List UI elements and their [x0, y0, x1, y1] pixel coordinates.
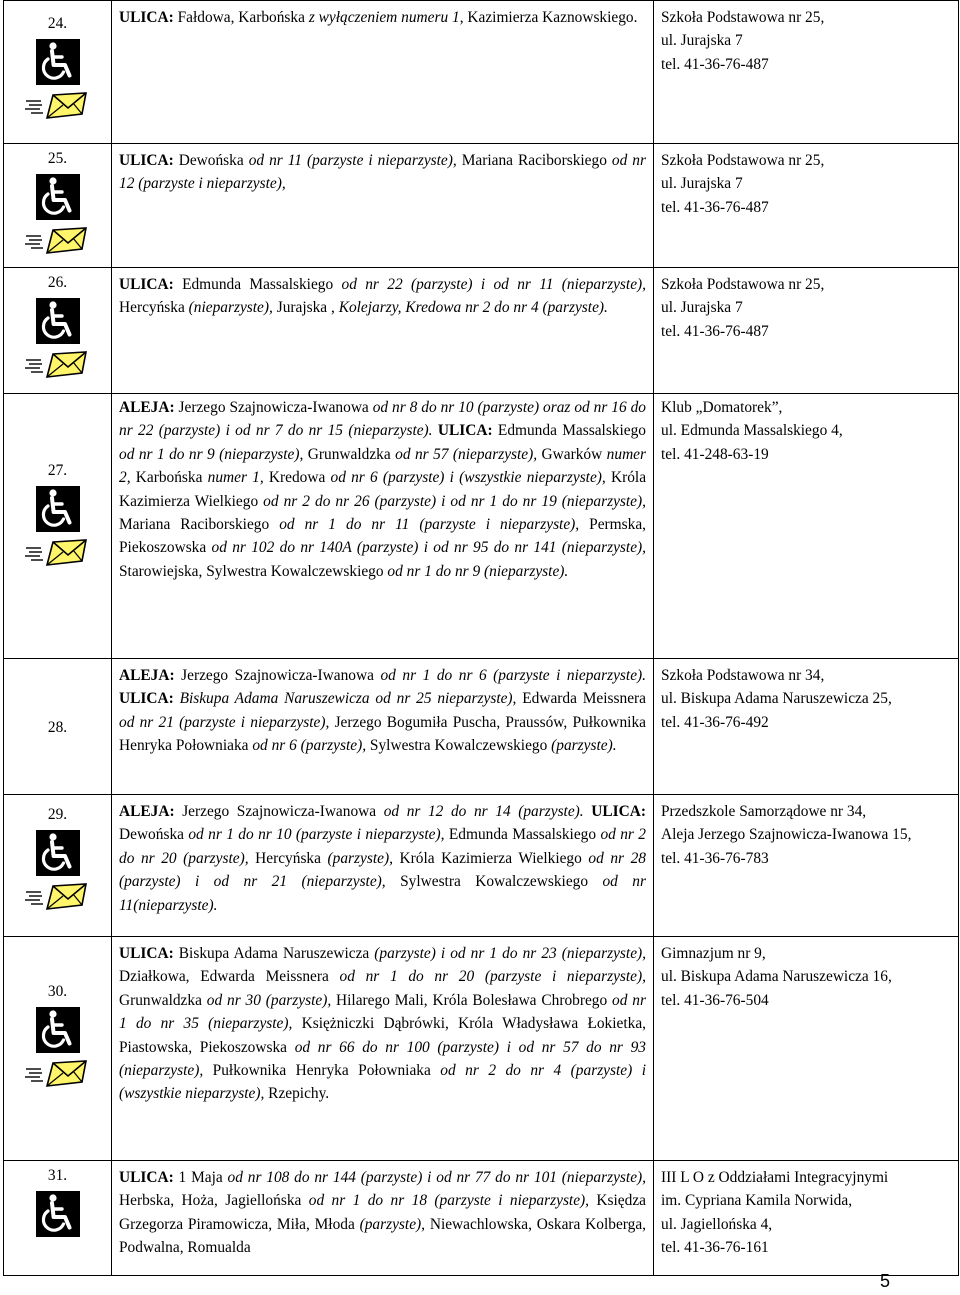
row-number: 27.: [47, 462, 68, 479]
range-note: od nr 2 do nr 26 (parzyste) i od nr 1 do nr 19 (nieparzyste),: [263, 492, 646, 510]
school-line: Gimnazjum nr 9,: [661, 945, 766, 962]
range-note: od nr 102 do nr 140A (parzyste) i od nr 95 do nr 141 (nieparzyste),: [211, 539, 646, 557]
school-line: tel. 41-36-76-161: [661, 1239, 769, 1257]
row-number: 25.: [47, 150, 68, 167]
school-line: tel. 41-36-76-487: [661, 198, 769, 216]
street-list-cell: [112, 795, 654, 937]
street-name: Edmunda Massalskiego: [444, 826, 601, 844]
range-note: od nr 1 do nr 20 (parzyste i nieparzyste),: [339, 968, 646, 986]
range-note: od nr 2 do nr 20 (parzyste),: [119, 826, 647, 867]
street-name: Mariana Raciborskiego: [456, 152, 612, 169]
street-type-label: ALEJA:: [119, 399, 175, 416]
school-cell: [654, 394, 959, 659]
street-name: Herbska, Hoża, Jagiellońska: [119, 1192, 309, 1210]
school-line: tel. 41-36-76-487: [661, 322, 769, 340]
mail-icon: [25, 882, 89, 912]
street-name: , Kazimierza Kaznowskiego.: [459, 9, 638, 26]
street-name: Działkowa, Edwarda Meissnera: [119, 968, 340, 986]
street-name: Sylwestra Kowalczewskiego: [366, 737, 552, 755]
street-type-label: ULICA:: [119, 276, 174, 293]
school-line: Szkoła Podstawowa nr 25,: [661, 9, 825, 26]
street-type-label: ULICA:: [119, 690, 174, 708]
street-list-cell: [112, 659, 654, 795]
school-line: im. Cypriana Kamila Norwida,: [661, 1192, 853, 1210]
mail-icon: [25, 226, 89, 256]
street-name: Starowiejska, Sylwestra Kowalczewskiego: [119, 562, 388, 580]
street-name: Edwarda Meissnera: [516, 690, 646, 708]
range-note: od nr 12 (parzyste i nieparzyste),: [119, 152, 646, 193]
row-number-cell: [4, 659, 112, 795]
street-type-label: ULICA:: [119, 945, 174, 962]
range-note: (nieparzyste),: [188, 299, 273, 317]
school-cell: [654, 268, 959, 394]
wheelchair-icon: [36, 486, 80, 532]
range-note: od nr 1 do nr 9 (nieparzyste),: [119, 445, 304, 463]
range-note: od nr 1 do nr 6 (parzyste i nieparzyste).: [380, 667, 646, 684]
street-name: Księżniczki Dąbrówki, Króla Władysława Łokietka, Piastowska, Piekoszowska: [119, 1015, 646, 1056]
row-number-cell: [4, 937, 112, 1161]
row-number-cell: [4, 1, 112, 144]
street-name: 1 Maja: [173, 1169, 228, 1186]
street-name: Mariana Raciborskiego: [119, 516, 280, 534]
range-note: z wyłączeniem numeru 1: [308, 9, 460, 26]
street-name: Jerzego Bogumiła Puscha, Praussów, Pułkownika Henryka Połowniaka: [119, 713, 646, 755]
range-note: od nr 6 (parzyste) i (wszystkie nieparzyste),: [330, 469, 606, 487]
school-line: III L O z Oddziałami Integracyjnymi: [661, 1169, 889, 1186]
street-name: Niewachlowska, Oskara Kolberga, Podwalna, Romualda: [119, 1215, 647, 1257]
table-row: [4, 1, 959, 144]
table-row: [4, 937, 959, 1161]
range-note: Kolejarzy, Kredowa nr 2 do nr 4 (parzyste).: [338, 299, 608, 317]
school-line: ul. Biskupa Adama Naruszewicza 16,: [661, 968, 892, 986]
range-note: od nr 1 do nr 10 (parzyste i nieparzyste),: [188, 826, 445, 844]
street-name: Króla Kazimierza Wielkiego: [392, 849, 589, 867]
range-note: od nr 11(nieparzyste).: [119, 873, 646, 914]
street-name: Grunwaldzka: [119, 991, 207, 1009]
range-note: od nr 28 (parzyste) i od nr 21 (nieparzyste),: [119, 849, 646, 891]
mail-icon: [25, 91, 89, 121]
street-list-cell: [112, 268, 654, 394]
street-name: Pułkownika Henryka Połowniaka: [203, 1062, 441, 1080]
range-note: od nr 21 (parzyste i nieparzyste),: [119, 713, 330, 731]
street-list-cell: [112, 937, 654, 1161]
street-name: Jurajska ,: [272, 299, 339, 317]
school-line: Szkoła Podstawowa nr 25,: [661, 276, 825, 293]
school-cell: [654, 937, 959, 1161]
street-name: Edmunda Massalskiego: [492, 422, 647, 440]
school-line: tel. 41-36-76-487: [661, 55, 769, 73]
range-note: (parzyste),: [359, 1215, 426, 1233]
street-name: Karbońska: [130, 469, 208, 487]
street-type-label: ULICA:: [119, 152, 174, 169]
school-cell: [654, 659, 959, 795]
range-note: (parzyste),: [327, 849, 393, 867]
school-cell: [654, 795, 959, 937]
range-note: od nr 108 do nr 144 (parzyste) i od nr 77 do nr 101 (nieparzyste),: [227, 1169, 646, 1186]
street-name: Hercyńska: [119, 299, 189, 317]
range-note: od nr 1 do nr 35 (nieparzyste),: [119, 991, 646, 1033]
school-line: ul. Jurajska 7: [661, 32, 743, 50]
table-row: [4, 268, 959, 394]
school-line: ul. Jurajska 7: [661, 175, 743, 193]
street-name: Biskupa Adama Naruszewicza: [173, 945, 375, 962]
district-table-body: [4, 1, 959, 1276]
range-note: od nr 11 (parzyste i nieparzyste),: [248, 152, 457, 169]
wheelchair-icon: [36, 1007, 80, 1053]
row-number: 29.: [47, 806, 68, 823]
street-name: Rzepichy.: [264, 1085, 330, 1103]
street-name: Jerzego Szajnowicza-Iwanowa: [174, 667, 381, 684]
table-row: [4, 659, 959, 795]
street-type-label: ALEJA:: [119, 803, 175, 820]
row-number: 31.: [47, 1167, 68, 1184]
street-name: Dewońska: [119, 826, 189, 844]
row-number-cell: [4, 394, 112, 659]
range-note: od nr 30 (parzyste),: [206, 991, 332, 1009]
wheelchair-icon: [36, 174, 80, 220]
street-name: Jerzego Szajnowicza-Iwanowa: [174, 803, 384, 820]
row-number: 28.: [47, 719, 68, 736]
mail-icon: [25, 1059, 89, 1089]
school-cell: [654, 144, 959, 268]
range-note: od nr 1 do nr 9 (nieparzyste).: [387, 562, 569, 580]
wheelchair-icon: [36, 1191, 80, 1237]
range-note: numer 2,: [119, 445, 646, 487]
street-list-cell: [112, 1161, 654, 1276]
school-line: ul. Biskupa Adama Naruszewicza 25,: [661, 690, 892, 708]
mail-icon: [25, 350, 89, 380]
wheelchair-icon: [36, 298, 80, 344]
street-name: Gwarków: [537, 445, 607, 463]
range-note: od nr 8 do nr 10 (parzyste) oraz od nr 16 do nr 22 (parzyste) i od nr 7 do nr 15 (nieparzyste).: [119, 399, 646, 440]
school-line: ul. Edmunda Massalskiego 4,: [661, 422, 843, 440]
school-line: tel. 41-36-76-504: [661, 991, 769, 1009]
school-cell: [654, 1161, 959, 1276]
row-number: 24.: [47, 15, 68, 32]
table-row: [4, 144, 959, 268]
range-note: od nr 57 (nieparzyste),: [395, 445, 538, 463]
street-type-label: ULICA:: [591, 803, 646, 820]
school-line: ul. Jurajska 7: [661, 299, 743, 317]
school-line: tel. 41-248-63-19: [661, 445, 769, 463]
school-line: Szkoła Podstawowa nr 34,: [661, 667, 825, 684]
row-number-cell: [4, 144, 112, 268]
school-line: Szkoła Podstawowa nr 25,: [661, 152, 825, 169]
street-list-cell: [112, 394, 654, 659]
wheelchair-icon: [36, 830, 80, 876]
street-type-label: ULICA:: [119, 1169, 174, 1186]
street-name: Sylwestra Kowalczewskiego: [385, 873, 603, 891]
school-line: Klub „Domatorek”,: [661, 399, 783, 416]
street-name: Edmunda Massalskiego: [173, 276, 342, 293]
district-table: [3, 0, 959, 1276]
school-line: tel. 41-36-76-783: [661, 849, 769, 867]
street-name: Kredowa: [263, 469, 331, 487]
street-type-label: ALEJA:: [119, 667, 175, 684]
street-type-label: ULICA:: [119, 9, 174, 26]
street-list-cell: [112, 144, 654, 268]
row-number-cell: [4, 1161, 112, 1276]
range-note: od nr 12 do nr 14 (parzyste).: [383, 803, 584, 820]
street-name: Dewońska: [173, 152, 249, 169]
range-note: od nr 6 (parzyste),: [252, 737, 367, 755]
range-note: numer 1,: [207, 469, 264, 487]
street-type-label: ULICA:: [437, 422, 493, 440]
street-name: Grunwaldzka: [303, 445, 396, 463]
table-row: [4, 1161, 959, 1276]
row-number-cell: [4, 268, 112, 394]
range-note: od nr 2 do nr 4 (parzyste) i (wszystkie nieparzyste),: [119, 1062, 646, 1103]
street-name: Permska, Piekoszowska: [119, 516, 646, 557]
street-name: Księdza Grzegorza Piramowicza, Miła, Młoda: [119, 1192, 646, 1233]
range-note: Biskupa Adama Naruszewicza od nr 25 nieparzyste),: [179, 690, 517, 708]
school-cell: [654, 1, 959, 144]
range-note: (parzyste) i od nr 1 do nr 23 (nieparzyste),: [374, 945, 646, 962]
street-name: Fałdowa, Karbońska: [173, 9, 309, 26]
street-name: Jerzego Szajnowicza-Iwanowa: [174, 399, 373, 416]
table-row: [4, 795, 959, 937]
street-name: Hilarego Mali, Króla Bolesława Chrobrego: [331, 991, 613, 1009]
street-list-cell: [112, 1, 654, 144]
range-note: od nr 22 (parzyste) i od nr 11 (nieparzyste),: [341, 276, 647, 293]
row-number: 30.: [47, 983, 68, 1000]
range-note: od nr 1 do nr 11 (parzyste i nieparzyste),: [279, 516, 580, 534]
street-name: Króla Kazimierza Wielkiego: [119, 469, 647, 510]
range-note: od nr 1 do nr 18 (parzyste i nieparzyste),: [308, 1192, 590, 1210]
mail-icon: [25, 538, 89, 568]
row-number-cell: [4, 795, 112, 937]
school-line: Przedszkole Samorządowe nr 34,: [661, 803, 867, 820]
school-line: Aleja Jerzego Szajnowicza-Iwanowa 15,: [661, 826, 912, 844]
range-note: (parzyste).: [551, 737, 617, 755]
school-line: ul. Jagiellońska 4,: [661, 1215, 773, 1233]
row-number: 26.: [47, 274, 68, 291]
table-row: [4, 394, 959, 659]
range-note: od nr 66 do nr 100 (parzyste) i od nr 57 do nr 93 (nieparzyste),: [119, 1038, 646, 1080]
school-line: tel. 41-36-76-492: [661, 713, 769, 731]
street-name: Hercyńska: [248, 849, 328, 867]
page-number: 5: [880, 1271, 891, 1291]
wheelchair-icon: [36, 39, 80, 85]
